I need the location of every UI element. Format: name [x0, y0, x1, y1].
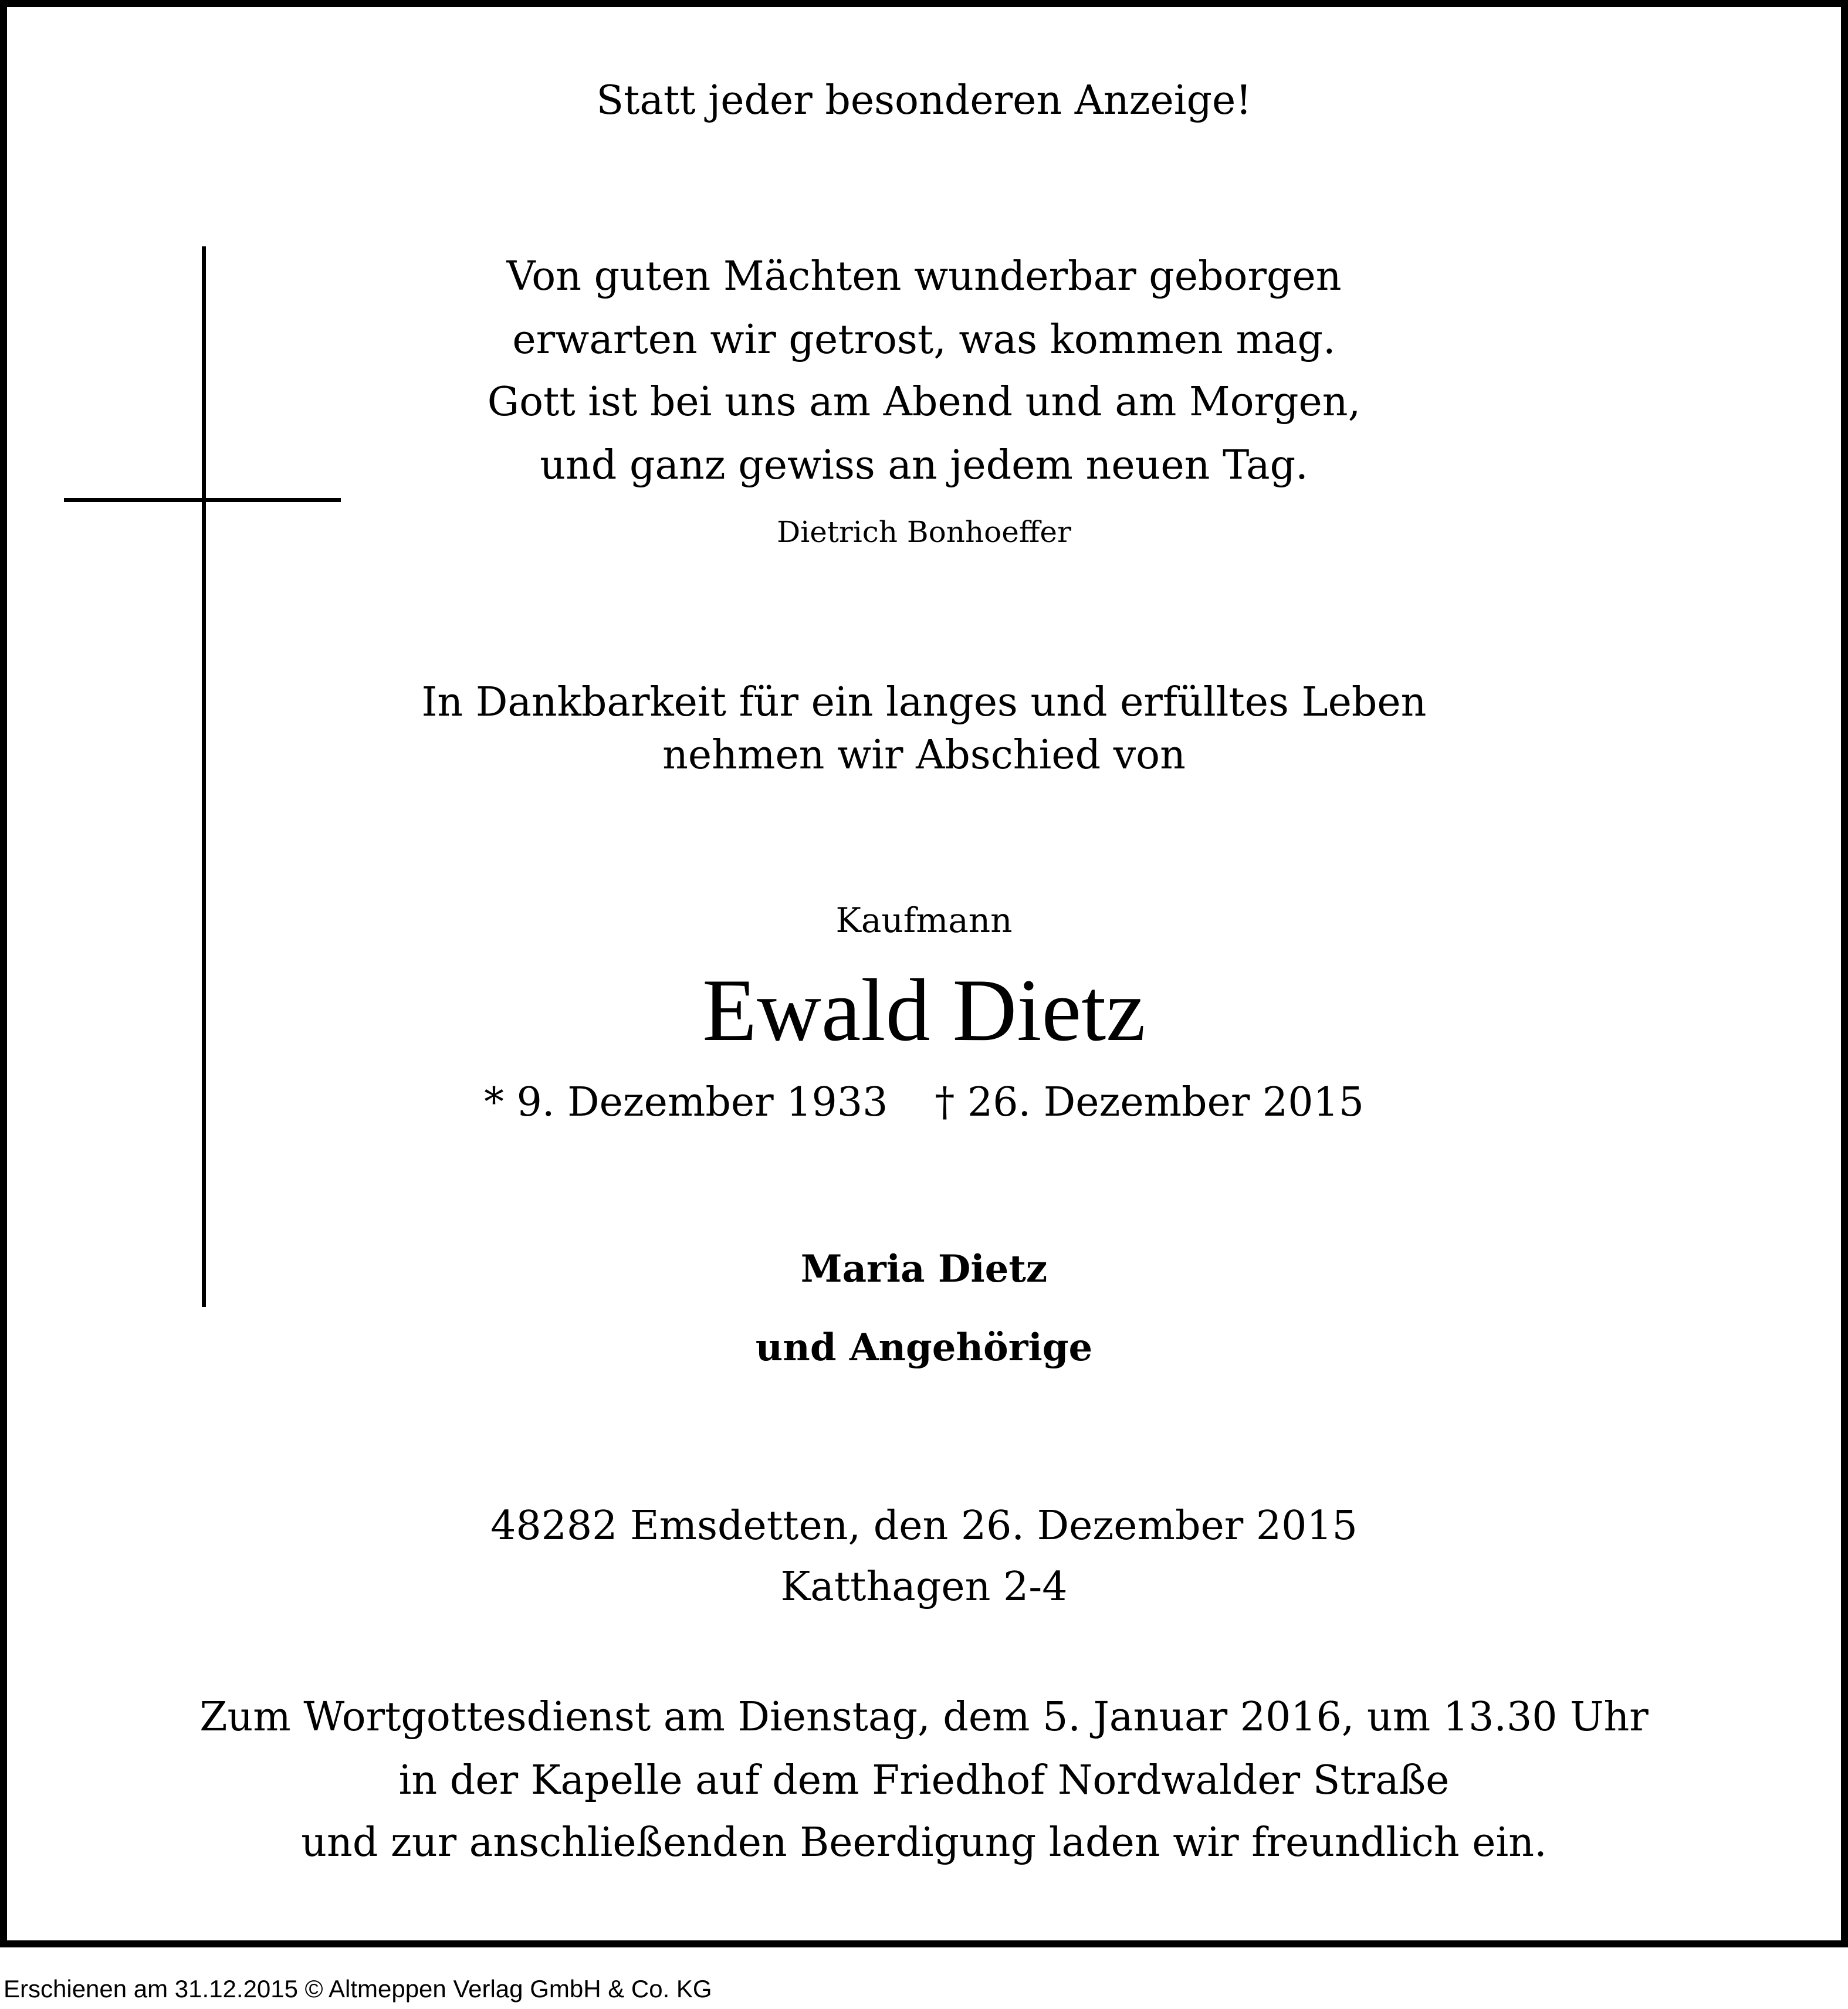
birth-date: * 9. Dezember 1933 — [483, 1079, 888, 1126]
deceased-name: Ewald Dietz — [702, 961, 1146, 1059]
poem-line: Gott ist bei uns am Abend und am Morgen, — [487, 379, 1361, 425]
service-line: Zum Wortgottesdienst am Dienstag, dem 5. Januar 2016, um 13.30 Uhr — [199, 1694, 1649, 1740]
poem-line: und ganz gewiss an jedem neuen Tag. — [540, 442, 1308, 489]
poem-line: erwarten wir getrost, was kommen mag. — [512, 317, 1336, 363]
mourner-name: Maria Dietz — [800, 1247, 1048, 1291]
notice-header: Statt jeder besonderen Anzeige! — [596, 77, 1252, 124]
service-line: und zur anschließenden Beerdigung laden wir freundlich ein. — [301, 1820, 1547, 1866]
deceased-title: Kaufmann — [835, 900, 1013, 940]
death-date: † 26. Dezember 2015 — [935, 1079, 1364, 1126]
cross-icon-horizontal-beam — [64, 498, 341, 502]
publication-footer: Erschienen am 31.12.2015 © Altmeppen Verlag GmbH & Co. KG — [4, 1975, 712, 2003]
place-date-line: 48282 Emsdetten, den 26. Dezember 2015 — [490, 1503, 1358, 1549]
mourner-name: und Angehörige — [755, 1326, 1093, 1370]
poem-line: Von guten Mächten wunderbar geborgen — [506, 253, 1342, 300]
service-line: in der Kapelle auf dem Friedhof Nordwalder Straße — [398, 1757, 1450, 1804]
life-dates — [0, 1079, 1848, 1126]
intro-line: nehmen wir Abschied von — [662, 732, 1186, 778]
intro-line: In Dankbarkeit für ein langes und erfülltes Leben — [421, 679, 1427, 726]
address-line: Katthagen 2-4 — [780, 1564, 1068, 1610]
poem-author: Dietrich Bonhoeffer — [777, 515, 1071, 549]
